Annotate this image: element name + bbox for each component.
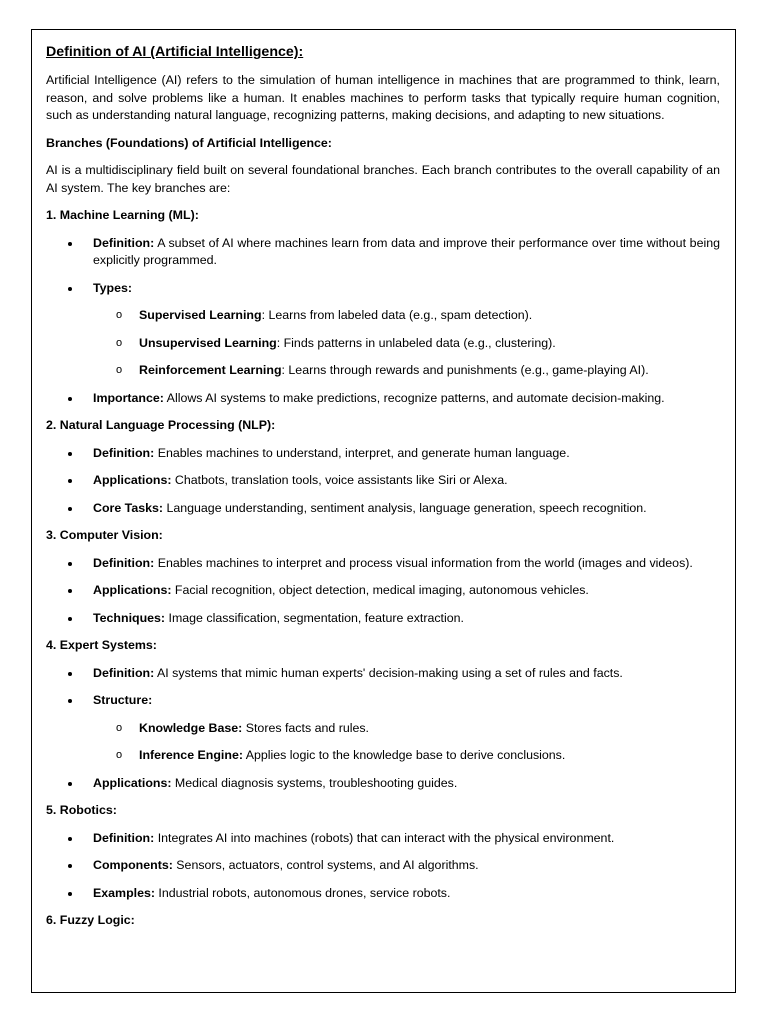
robotics-item-text: Integrates AI into machines (robots) that can interact with the physical environment. bbox=[154, 830, 615, 845]
cv-list bbox=[46, 555, 720, 628]
ml-type-label: Reinforcement Learning bbox=[139, 363, 282, 377]
es-structure-part bbox=[93, 747, 720, 765]
branches-heading: Branches (Foundations) of Artificial Intelligence: bbox=[46, 135, 332, 150]
nlp-item-text: Chatbots, translation tools, voice assistants like Siri or Alexa. bbox=[171, 473, 508, 487]
nlp-item bbox=[46, 500, 720, 518]
es-structure-part-label: Knowledge Base: bbox=[139, 720, 243, 735]
es-definition-item bbox=[46, 665, 720, 683]
es-structure-sublist bbox=[93, 720, 720, 765]
nlp-item-label: Core Tasks: bbox=[93, 500, 164, 515]
es-structure-part-label: Inference Engine: bbox=[139, 748, 243, 762]
ml-types-item bbox=[46, 280, 720, 380]
ml-type-item bbox=[93, 362, 720, 380]
ml-types-sublist bbox=[93, 307, 720, 380]
robotics-item-label: Definition: bbox=[93, 830, 155, 845]
nlp-item bbox=[46, 445, 720, 463]
es-definition-text: AI systems that mimic human experts' decision-making using a set of rules and facts. bbox=[154, 665, 623, 680]
es-applications-item bbox=[46, 775, 720, 793]
cv-item-text: Image classification, segmentation, feature extraction. bbox=[165, 610, 464, 625]
es-structure-part-text: Applies logic to the knowledge base to derive conclusions. bbox=[242, 748, 566, 762]
nlp-item-text: Language understanding, sentiment analysis, language generation, speech recognition. bbox=[163, 500, 647, 515]
ml-importance-text: Allows AI systems to make predictions, recognize patterns, and automate decision-making. bbox=[163, 390, 665, 405]
robotics-list bbox=[46, 830, 720, 903]
branches-intro-paragraph: AI is a multidisciplinary field built on several foundational branches. Each branch contributes to the overall capability of an AI system. The key branches are: bbox=[46, 163, 720, 195]
ml-types-label: Types: bbox=[93, 280, 133, 295]
ml-heading: 1. Machine Learning (ML): bbox=[46, 208, 199, 222]
ml-type-label: Unsupervised Learning bbox=[139, 335, 277, 350]
ml-type-text: : Learns through rewards and punishments (e.g., game-playing AI). bbox=[281, 363, 649, 377]
nlp-item-label: Applications: bbox=[93, 473, 172, 487]
ml-type-item bbox=[93, 335, 720, 353]
cv-item bbox=[46, 610, 720, 628]
cv-item-text: Enables machines to interpret and process visual information from the world (images and videos). bbox=[154, 555, 693, 570]
cv-item-label: Definition: bbox=[93, 555, 155, 570]
es-structure-label: Structure: bbox=[93, 693, 153, 707]
cv-heading: 3. Computer Vision: bbox=[46, 528, 163, 542]
nlp-list bbox=[46, 445, 720, 518]
ml-definition-label: Definition: bbox=[93, 235, 155, 250]
robotics-item bbox=[46, 857, 720, 875]
robotics-item-text: Industrial robots, autonomous drones, service robots. bbox=[154, 885, 451, 900]
es-definition-label: Definition: bbox=[93, 665, 155, 680]
ml-list bbox=[46, 235, 720, 408]
es-list bbox=[46, 665, 720, 793]
ml-importance-item bbox=[46, 390, 720, 408]
robotics-item bbox=[46, 885, 720, 903]
nlp-heading: 2. Natural Language Processing (NLP): bbox=[46, 418, 276, 432]
es-applications-text: Medical diagnosis systems, troubleshooting guides. bbox=[171, 775, 458, 790]
es-structure-item bbox=[46, 692, 720, 765]
ml-type-item bbox=[93, 307, 720, 325]
nlp-item bbox=[46, 472, 720, 490]
intro-paragraph: Artificial Intelligence (AI) refers to the simulation of human intelligence in machines that are programmed to think, learn, reason, and solve problems like a human. It enables machines to perform tasks that typically require human cognition, such as understanding natural language, recognizing patterns, making decisions, and adapting to new situations. bbox=[46, 73, 720, 122]
es-applications-label: Applications: bbox=[93, 775, 172, 790]
cv-item bbox=[46, 582, 720, 600]
fuzzy-heading: 6. Fuzzy Logic: bbox=[46, 913, 135, 927]
ml-importance-label: Importance: bbox=[93, 390, 164, 405]
robotics-item-label: Components: bbox=[93, 858, 173, 872]
robotics-item bbox=[46, 830, 720, 848]
cv-item-label: Techniques: bbox=[93, 610, 166, 625]
robotics-heading: 5. Robotics: bbox=[46, 803, 117, 817]
cv-item-text: Facial recognition, object detection, medical imaging, autonomous vehicles. bbox=[171, 583, 589, 597]
ml-type-text: : Learns from labeled data (e.g., spam detection). bbox=[261, 308, 533, 322]
document-title: Definition of AI (Artificial Intelligence): bbox=[46, 44, 304, 60]
robotics-item-text: Sensors, actuators, control systems, and AI algorithms. bbox=[172, 858, 479, 872]
ml-type-text: : Finds patterns in unlabeled data (e.g., clustering). bbox=[276, 335, 556, 350]
ml-definition-item bbox=[46, 235, 720, 270]
nlp-item-text: Enables machines to understand, interpret, and generate human language. bbox=[154, 445, 570, 460]
cv-item bbox=[46, 555, 720, 573]
document-body bbox=[46, 42, 720, 940]
ml-definition-text: A subset of AI where machines learn from data and improve their performance over time without being explicitly programmed. bbox=[93, 235, 720, 267]
es-heading: 4. Expert Systems: bbox=[46, 638, 157, 652]
nlp-item-label: Definition: bbox=[93, 445, 155, 460]
es-structure-part-text: Stores facts and rules. bbox=[242, 720, 370, 735]
robotics-item-label: Examples: bbox=[93, 885, 155, 900]
cv-item-label: Applications: bbox=[93, 583, 172, 597]
es-structure-part bbox=[93, 720, 720, 738]
ml-type-label: Supervised Learning bbox=[139, 308, 262, 322]
